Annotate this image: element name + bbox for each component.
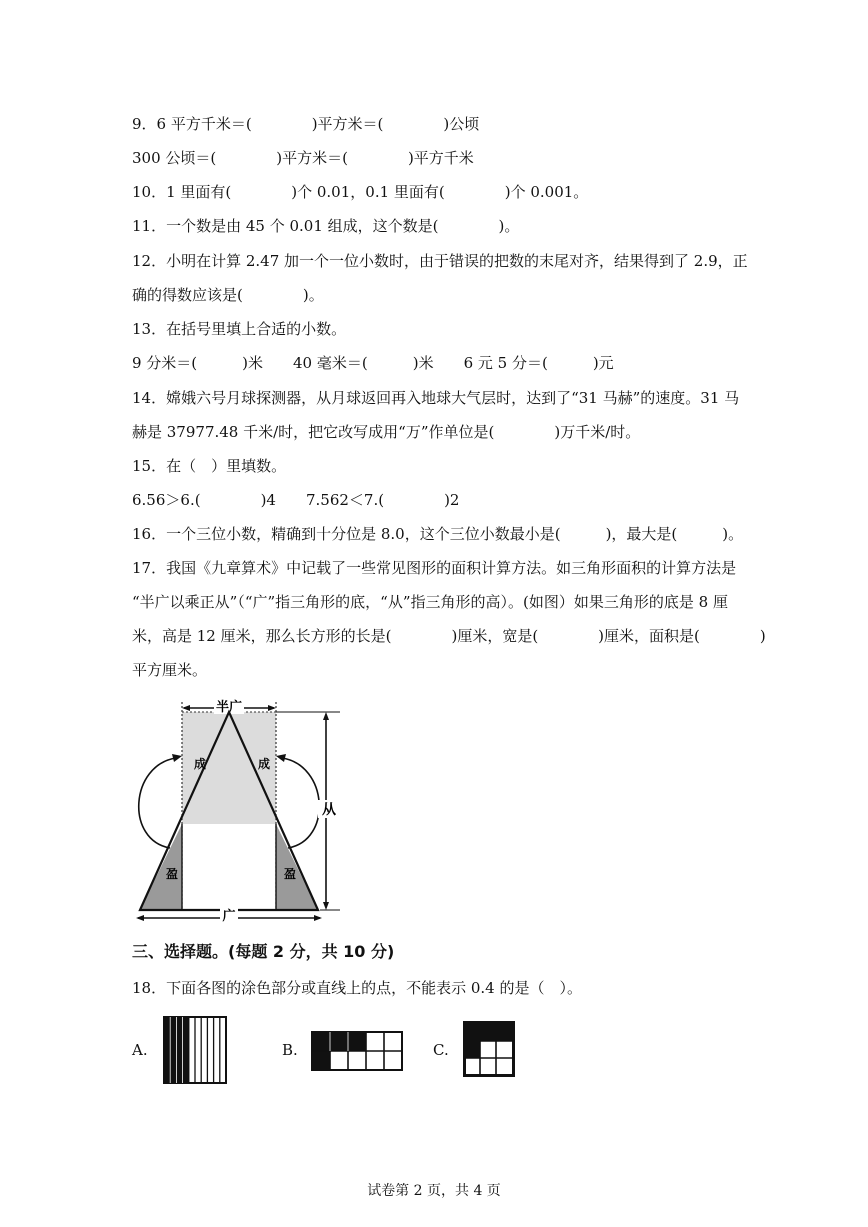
left-upper-char: 成 xyxy=(194,757,207,771)
question-17a: 17．我国《九章算术》中记载了一些常见图形的面积计算方法。如三角形面积的计算方法是 xyxy=(132,559,737,577)
left-curve-arrow xyxy=(139,758,176,848)
option-c-label: C. xyxy=(433,1041,449,1059)
question-9a: 9．6 平方千米＝( )平方米＝( )公顷 xyxy=(132,115,480,133)
question-13a: 13．在括号里填上合适的小数。 xyxy=(132,320,347,338)
question-16: 16．一个三位小数，精确到十分位是 8.0，这个三位小数最小是( )，最大是( )。 xyxy=(132,525,744,543)
question-14a: 14．嫦娥六号月球探测器，从月球返回再入地球大气层时，达到了“31 马赫”的速度。31 马 xyxy=(132,389,740,407)
page-footer: 试卷第 2 页，共 4 页 xyxy=(367,1183,501,1199)
right-lower-char: 盈 xyxy=(284,867,297,881)
question-17d: 平方厘米。 xyxy=(132,661,208,679)
option-a-figure xyxy=(163,1016,227,1084)
right-upper-char: 成 xyxy=(258,757,271,771)
question-18: 18．下面各图的涂色部分或直线上的点，不能表示 0.4 的是（ ）。 xyxy=(132,979,582,997)
question-9b: 300 公顷＝( )平方米＝( )平方千米 xyxy=(132,149,474,167)
question-15b: 6.56＞6.( )4 7.562＜7.( )2 xyxy=(132,491,460,509)
option-a-label: A. xyxy=(132,1041,148,1059)
question-13b: 9 分米＝( )米 40 毫米＝( )米 6 元 5 分＝( )元 xyxy=(132,354,614,372)
question-17b: “半广以乘正从”（“广”指三角形的底，“从”指三角形的高）。(如图）如果三角形的底是 8 厘 xyxy=(132,593,728,611)
question-14b: 赫是 37977.48 千米/时，把它改写成用“万”作单位是( )万千米/时。 xyxy=(132,423,641,441)
right-curve-arrow xyxy=(282,758,319,848)
question-17c: 米，高是 12 厘米，那么长方形的长是( )厘米，宽是( )厘米，面积是( ) xyxy=(132,627,766,645)
question-15a: 15．在（ ）里填数。 xyxy=(132,457,287,475)
left-lower-char: 盈 xyxy=(166,867,179,881)
top-label: 半广 xyxy=(215,700,243,715)
section-3-title: 三、选择题。(每题 2 分，共 10 分) xyxy=(132,942,395,961)
option-c-figure xyxy=(463,1021,515,1077)
triangle-area-figure xyxy=(130,690,350,925)
question-10: 10．1 里面有( )个 0.01，0.1 里面有( )个 0.001。 xyxy=(132,183,589,201)
question-12a: 12．小明在计算 2.47 加一个一位小数时，由于错误的把数的末尾对齐，结果得到了 2.9，正 xyxy=(132,252,748,270)
option-b-label: B. xyxy=(282,1041,298,1059)
question-11: 11．一个数是由 45 个 0.01 组成，这个数是( )。 xyxy=(132,217,520,235)
option-b-figure xyxy=(311,1031,403,1071)
side-label: 从 xyxy=(322,802,336,818)
question-12b: 确的得数应该是( )。 xyxy=(132,286,324,304)
bottom-label: 广 xyxy=(222,909,236,924)
